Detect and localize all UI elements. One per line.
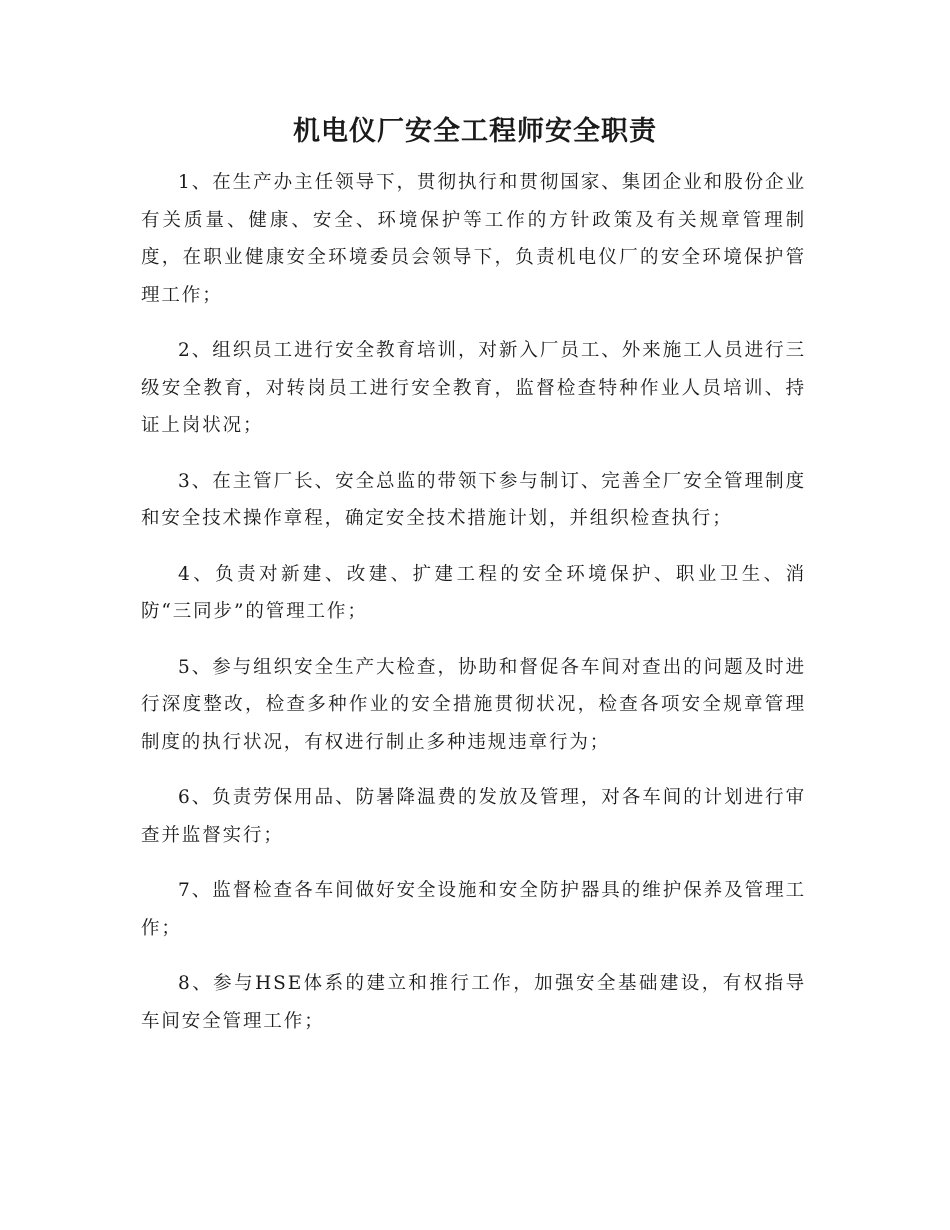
paragraph-4: 4、负责对新建、改建、扩建工程的安全环境保护、职业卫生、消防“三同步”的管理工作；	[141, 563, 806, 622]
paragraph-1: 1、在生产办主任领导下，贯彻执行和贯彻国家、集团企业和股份企业有关质量、健康、安全、环境保护等工作的方针政策及有关规章管理制度，在职业健康安全环境委员会领导下，负责机电仪厂的安全环境保护管理工作；	[141, 172, 806, 306]
paragraph-8: 8、参与HSE体系的建立和推行工作，加强安全基础建设，有权指导车间安全管理工作；	[141, 973, 806, 1032]
paragraph-6: 6、负责劳保用品、防暑降温费的发放及管理，对各车间的计划进行审查并监督实行；	[141, 787, 806, 846]
paragraph-3: 3、在主管厂长、安全总监的带领下参与制订、完善全厂安全管理制度和安全技术操作章程，确定安全技术措施计划，并组织检查执行；	[141, 470, 806, 529]
document-title: 机电仪厂安全工程师安全职责	[293, 116, 657, 147]
document-body	[141, 164, 806, 1058]
paragraph-2: 2、组织员工进行安全教育培训，对新入厂员工、外来施工人员进行三级安全教育，对转岗员工进行安全教育，监督检查特种作业人员培训、持证上岗状况；	[141, 340, 806, 436]
paragraph-5: 5、参与组织安全生产大检查，协助和督促各车间对查出的问题及时进行深度整改，检查多种作业的安全措施贯彻状况，检查各项安全规章管理制度的执行状况，有权进行制止多种违规违章行为；	[141, 656, 806, 753]
paragraph-7: 7、监督检查各车间做好安全设施和安全防护器具的维护保养及管理工作；	[141, 880, 806, 939]
